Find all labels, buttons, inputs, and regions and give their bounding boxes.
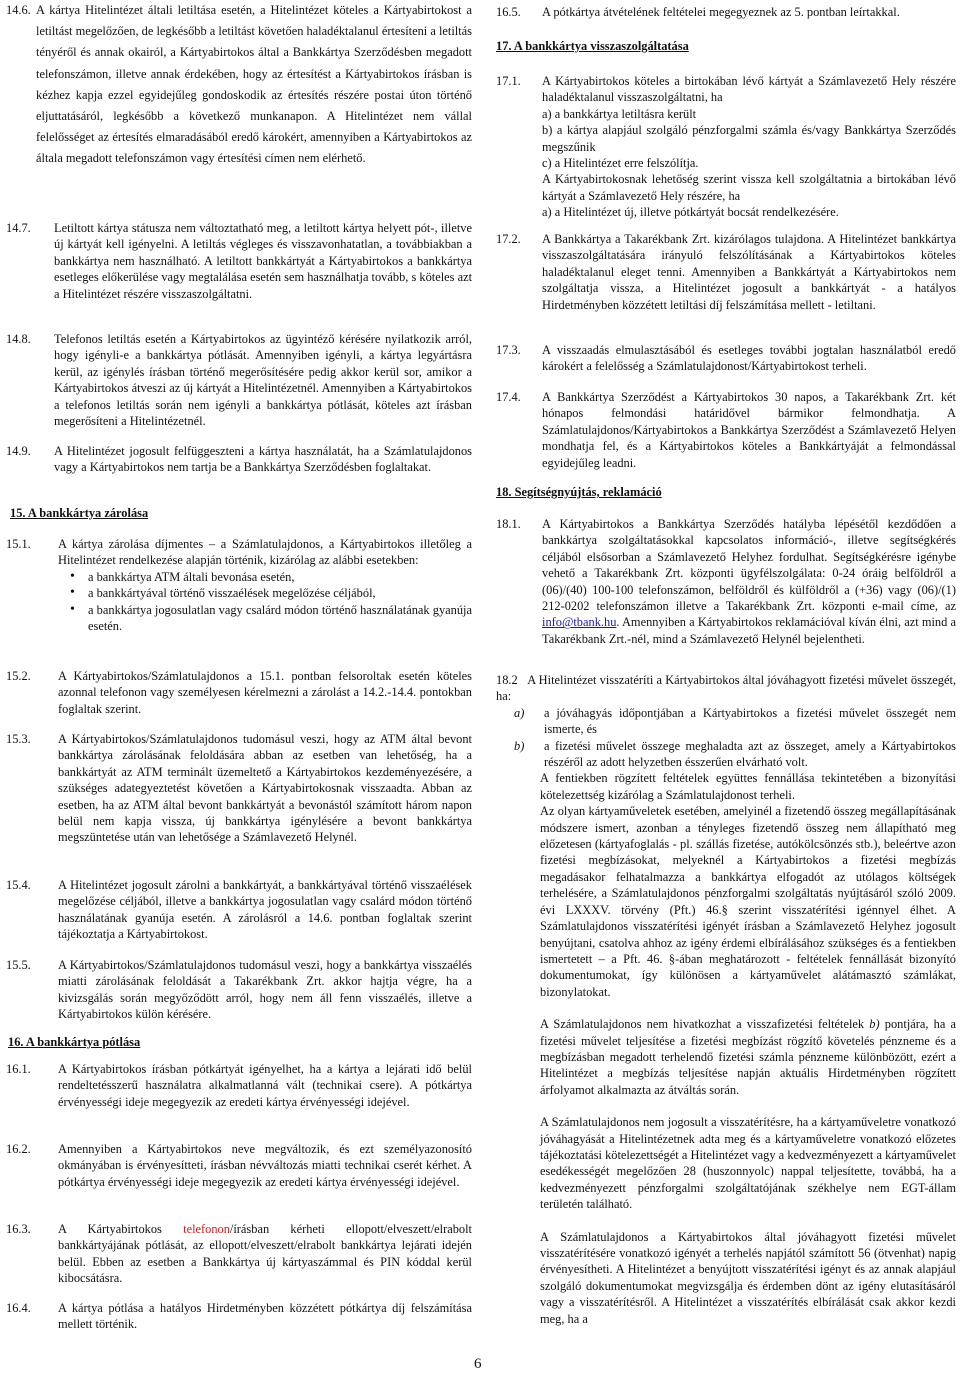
email-link[interactable]: info@tbank.hu [542,615,617,630]
paragraph: A Számlatulajdonos nem jogosult a visszatérítésre, ha a kártyaműveletre vonatkozó jóváhagyását a Hitelintézetnek adta meg és a kártyaműveletre vonatkozó előzetes tájékoztatási kötelezettségét a Hitelintézet vagy a kedvezményezett a kártyaművelet esedékességét megelőzően 28 (huszonnyolc) nappal teljesítette, továbbá, ha a kedvezményezett pénzforgalmi szolgáltatójának székhelye nem EGT-állam területén található. [540,1115,956,1212]
section-text: A Kártyabirtokos köteles a birtokában lévő kártyát a Számlavezető Hely részére haladéktalanul visszaszolgáltatni, ha [542,74,956,105]
section-number: 16.1. [6,1062,31,1076]
text-run: A Kártyabirtokos [58,1222,184,1236]
section-number: 17.2. [496,232,521,246]
section-number: 15.3. [6,732,31,746]
section-18-1 [496,516,956,647]
highlighted-word: telefonon [183,1222,230,1236]
section-number: 15.4. [6,878,31,892]
condition-label: b) [514,738,525,753]
section-number: 14.7. [6,221,31,235]
paragraph [540,1016,956,1098]
section-16-1 [6,1061,472,1110]
section-text: A Kártyabirtokos írásban pótkártyát igényelhet, ha a kártya a lejárati idő belül rendeltetésszerű használatra alkalmatlanná vált (technikai csere). A pótkártya érvényességi ideje megegyezik az eredeti kártya érvényességi idejével. [58,1062,472,1109]
section-text: A Hitelintézet visszatéríti a Kártyabirtokos által jóváhagyott fizetési művelet összegét, ha: [496,673,956,704]
paragraph: A fentiekben rögzített feltételek együttes fennállása tekintetében a bizonyítási kötelezettség kizárólag a Számlatulajdonost terheli. [540,771,956,802]
text-run: . Amennyiben a Kártyabirtokos reklamációval kíván élni, azt mind a Takarékbank Zrt.-nél, mind a Számlavezető Helynél bejelentheti. [542,615,956,646]
section-number: 15.1. [6,537,31,551]
section-text: A Hitelintézet jogosult felfüggeszteni a kártya használatát, ha a Számlatulajdonos vagy a Kártyabirtokos nem tartja be a Bankkártya Szerződésben foglaltakat. [54,444,472,475]
section-15-2 [6,668,472,717]
section-number: 17.1. [496,74,521,88]
section-body [58,536,472,634]
section-number: 14.8. [6,332,31,346]
section-text: A Kártyabirtokos/Számlatulajdonos a 15.1. pontban felsoroltak esetén köteles azonnal telefonon vagy személyesen kérelmezni a zárolást a 14.2.-14.4. pontokban foglaltak szerint. [58,669,472,716]
section-text: A Kártyabirtokos/Számlatulajdonos tudomásul veszi, hogy a bankkártya visszaélés miatti zárolásának feloldását a Takarékbank Zrt. akkor hajtja végre, ha a kivizsgálás során megyőződött arról, hogy nem áll fenn visszaélés, illetve a Kártyabirtokos külön kérésére. [58,958,472,1022]
section-17-1 [496,73,956,221]
section-number: 17.4. [496,390,521,404]
section-text [58,1221,472,1287]
section-text: A Kártyabirtokos/Számlatulajdonos tudomásul veszi, hogy az ATM által bevont bankkártya zárolásának feloldására abban az esetben van lehetőség, ha a bankkártyát az ATM terminált üzemeltető a Kártyabirtokos kezdeményezésére, a szükséges adategyeztetést követően a Kártyabirtokosnak visszaadta. Abban az esetben, ha az ATM által bevont bankkártyát a bevonástól számított három napon belül nem kapja vissza, új bankkártya igénylésére a bevont bankkártya megszüntetése után van lehetősége a Számlavezető Helynél. [58,732,472,845]
page-number: 6 [474,1356,482,1372]
section-text: Letiltott kártya státusza nem változtatható meg, a letiltott kártya helyett pót-, illetve új kártyát kell igényelni. A letiltás végleges és visszavonhatatlan, a továbbiakban a bankkártya nem használható. A letiltott bankkártyát a Kártyabirtokos a bankkártya esetleges előkerülése vagy megtalálása esetén sem használhatja tovább, s köteles azt a Hitelintézet részére visszaszolgáltatni. [54,221,473,301]
condition-list [496,705,956,771]
bullet-list [58,569,472,635]
section-14-9 [6,443,472,476]
section-text: A kártya pótlása a hatályos Hirdetményben közzétett pótkártya díj felszámítása mellett történik. [58,1301,472,1332]
section-text: A kártya Hitelintézet általi letiltása esetén, a Hitelintézet köteles a Kártyabirtokost a letiltást megelőzően, de legkésőbb a letiltást követően haladéktalanul értesíteni a letiltás tényéről és annak okairól, a Kártyabirtokos által a Bankkártya Szerződésben megadott telefonszámon, illetve annak érdekében, hogy az értesítést a Kártyabirtokos írásban is kézhez kapja ezzel egyidejűleg gondoskodik az értesítés részére postai úton történő eljuttatásáról, legkésőbb a következő munkanapon. A Hitelintézet nem vállal felelősséget az értesítés elmaradásából eredő károkért, amennyiben a Kártyabirtokos az általa megadott telefonszámon vagy értesítési címen nem elérhető. [36,3,472,166]
list-item: b) a kártya alapjául szolgáló pénzforgalmi számla és/vagy Bankkártya Szerződés megszűnik [542,123,956,154]
section-number: 16.4. [6,1301,31,1315]
text-run: A Kártyabirtokos a Bankkártya Szerződés hatályba lépésétől kezdődően a bankkártya szolgáltatásokkal kapcsolatos információ-, illetve segítségkérés céljából elsősorban a Számlavezető Helyhez fordulhat. Segítségkérésre igénybe vehető a Takarékbank Zrt. központi ügyfélszolgálata: 0-24 óráig belföldről a (06)/(40) 100-100 telefonszámon, belföldről és külföldről a (+36) vagy (06)/(1) 212-0202 telefonszámon illetve a Takarékbank Zrt. központi e-mail címe, az [542,517,956,614]
section-text: A Bankkártya a Takarékbank Zrt. kizárólagos tulajdona. A Hitelintézet bankkártya visszaszolgáltatására irányuló felszólításának a Kártyabirtokos köteles haladéktalanul eleget tenni. Amennyiben a Bankkártyát a Kártyabirtokos nem szolgáltatja vissza, a Hitelintézet jogosult a bankkártyát - a hatályos Hirdetményben közzétett letiltási díj felszámítása mellett - letiltani. [542,232,956,312]
heading-section-16: 16. A bankkártya pótlása [8,1035,141,1049]
text-run: pontjára, ha a fizetési művelet teljesítése a fizetési megbízást rögzítő követelés pénzneme és a megbízásban megadott terhelendő fizetési számla pénzneme különbözött, ezért a Hitelintézet a megbízás teljesítése napján aktuális Hirdetményben rögzített árfolyamot alkalmazta az átváltás során. [540,1017,957,1097]
section-17-4 [496,389,956,471]
condition-a [514,705,956,738]
paragraph: A Számlatulajdonos a Kártyabirtokos által jóváhagyott fizetési művelet visszatérítésére vonatkozó igényét a terhelés napjától számított 56 (ötvenhat) napig érvényesítheti. A Hitelintézet a benyújtott visszatérítési igényt és az annak alapjául szolgáló dokumentumokat megvizsgálja és érdemben dönt az igény elutasításáról vagy a visszatérítésről. A Hitelintézet a visszatérítés elbírálását csak akkor kezdi meg, ha a [540,1229,956,1326]
section-14-7 [6,220,472,302]
section-body [542,73,956,221]
condition-text: a jóváhagyás időpontjában a Kártyabirtokos a fizetési művelet összegét nem ismerte, és [544,705,956,737]
paragraph: Az olyan kártyaműveletek esetében, amelyinél a fizetendő összeg megállapításának módszere ismert, azonban a tényleges fizetendő összeg nem állapítható meg előzetesen (kártyafoglalás - pl. szállás fizetése, autókölcsönzés stb.), beleértve azon fizetési megbízásokat, melyeknél a Kártyabirtokos a fizetési megbízás megadásakor felhatalmazza a bankkártya elfogadót az utólagos költségek terhelésére, a Számlatulajdonos pénzforgalmi szolgáltatás nyújtásáról szóló 2009. évi LXXXV. törvény (Pft.) 46.§ szerint visszatérítési igénnyel élhet. A Számlatulajdonos visszatérítési igényét írásban a Számlavezető Helyhez jogosult benyújtani, csatolva ahhoz az igény érdemi elbírálásához szükséges és a fentiekben ismertetett – a Pft. 46. §-ában meghatározott - feltételek fennállását bizonyító dokumentumokat, így különösen a kártyaművelet alátámasztó számlákat, bizonylatokat. [540,804,956,999]
section-17-2 [496,231,956,313]
section-body [496,770,956,1327]
section-number: 15.5. [6,958,31,972]
section-16-2 [6,1141,472,1190]
section-15-3 [6,731,472,846]
section-text: A kártya zárolása díjmentes – a Számlatulajdonos, a Kártyabirtokos illetőleg a Hitelintézet rendelkezése alapján történik, kizárólag az alábbi esetekben: [58,537,472,568]
section-number: 18.1. [496,517,521,531]
section-text: A visszaadás elmulasztásából és esetleges további jogtalan használatból eredő károkért a felelősség a Számlatulajdonost/Kártyabirtokost terheli. [542,343,956,374]
heading-section-15: 15. A bankkártya zárolása [10,506,149,520]
section-15-1 [6,536,472,634]
condition-b [514,738,956,771]
section-text: A pótkártya átvételének feltételei megegyeznek az 5. pontban leírtakkal. [542,5,900,19]
emphasis: b) [869,1017,880,1032]
section-intro [496,672,956,705]
section-15-5 [6,957,472,1023]
bullet-item: • a bankkártyával történő visszaélések megelőzése céljából, [58,585,472,601]
condition-label: a) [514,705,525,720]
section-text: Telefonos letiltás esetén a Kártyabirtokos az ügyintéző kérésére nyilatkozik arról, hogy igényli-e a bankkártya pótlását. Amennyiben igényli, a kártya legyártásra kerül, az igénylés írásban történő megerősítésére pedig akkor kerül sor, amikor a Kártyabirtokos átveszi az új kártyát a Hitelintézetnél. Amennyiben a Kártyabirtokos a telefonos letiltás során nem igényli a bankkártya pótlását, köteles azt írásban megerősíteni a Hitelintézetnél. [54,332,472,429]
section-text: A Kártyabirtokosnak lehetőség szerint vissza kell szolgáltatnia a birtokában lévő kártyát a Számlavezető Hely részére, ha [542,172,956,203]
section-number: 17.3. [496,343,521,357]
section-number: 16.5. [496,5,521,19]
bullet-item: • a bankkártya jogosulatlan vagy csalárd módon történő használatának gyanúja esetén. [58,602,472,635]
section-number: 15.2. [6,669,31,683]
section-16-5 [496,4,956,20]
section-number: 18.2 [496,673,518,687]
condition-text: a fizetési művelet összege meghaladta azt az összeget, amely a Kártyabirtokos részéről az adott helyzetben ésszerűen elvárható volt. [544,738,956,770]
section-16-4 [6,1300,472,1333]
section-16-3 [6,1221,472,1287]
heading-section-17: 17. A bankkártya visszaszolgáltatása [496,39,689,53]
text-run: A Számlatulajdonos nem hivatkozhat a visszafizetési feltételek [540,1017,870,1032]
section-number: 14.9. [6,444,31,458]
section-text: A Hitelintézet jogosult zárolni a bankkártyát, a bankkártyával történő visszaélések megelőzése céljából, illetve a bankkártya jogosulatlan vagy csalárd módon történő használatának gyanúja esetén. A zárolásról a 14.6. pontban foglaltak szerint tájékoztatja a Kártyabirtokost. [58,878,472,942]
list-item: a) a Hitelintézet új, illetve pótkártyát bocsát rendelkezésére. [542,205,839,220]
bullet-item: • a bankkártya ATM általi bevonása esetén, [58,569,472,585]
section-text [542,516,956,647]
section-text: A Bankkártya Szerződést a Kártyabirtokos 30 napos, a Takarékbank Zrt. két hónapos felmondási határidővel bármikor felmondhatja. A Számlatulajdonos/Kártyabirtokos a Bankkártya Szerződést a Számlavezető Helyen mondhatja fel, és a Kártyabirtokos köteles a Bankkártyáját a felmondással egyidejűleg leadni. [542,390,956,470]
section-number: 16.3. [6,1222,31,1236]
section-14-6 [6,0,472,170]
section-15-4 [6,877,472,943]
section-14-8 [6,331,472,429]
section-18-2 [496,672,956,1327]
section-number: 16.2. [6,1142,31,1156]
text-run: /írásban kérheti ellopott/elveszett/elrabolt bankkártyájának pótlását, az ellopott/elveszett/elrabolt bankkártya lejárati idején belül. Ebben az esetben a Bankkártya új kártyaszámmal és PIN kóddal kerül kibocsátásra. [58,1222,472,1286]
heading-section-18: 18. Segítségnyújtás, reklamáció [496,485,662,499]
list-item: c) a Hitelintézet erre felszólítja. [542,156,699,171]
list-item: a) a bankkártya letiltásra került [542,106,697,121]
section-17-3 [496,342,956,375]
section-number: 14.6. [6,3,31,17]
section-text: Amennyiben a Kártyabirtokos neve megváltozik, és ezt személyazonosító okmányában is érvényesítteti, írásban névváltozás miatti technikai cserét kérhet. A pótkártya érvényességi ideje megegyezik az eredeti kártya érvényességi idejével. [58,1142,472,1189]
